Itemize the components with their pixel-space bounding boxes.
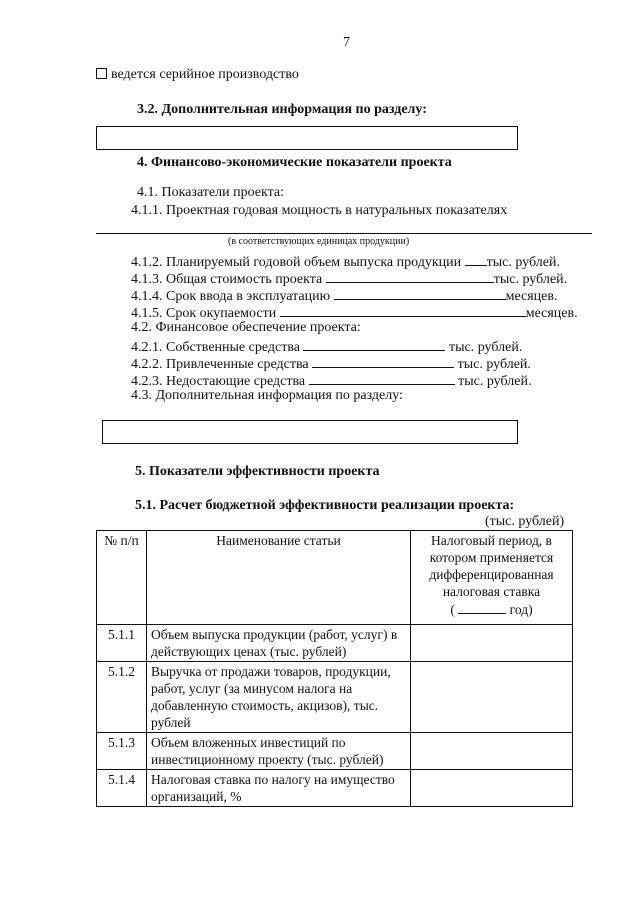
capacity-input-line[interactable] — [96, 233, 592, 234]
header-year-close: год) — [509, 602, 533, 617]
item-4-2-3-label: 4.2.3. Недостающие средства — [131, 374, 306, 389]
row-num: 5.1.2 — [97, 662, 147, 733]
payback-period-input[interactable] — [280, 303, 526, 317]
item-4-1-3-label: 4.1.3. Общая стоимость проекта — [131, 272, 323, 287]
row-value-cell[interactable] — [411, 662, 573, 733]
item-4-1-5-unit: месяцев. — [525, 306, 578, 321]
table-row — [97, 625, 573, 662]
item-4-2-2-unit: тыс. рублей. — [457, 357, 531, 372]
item-4-1-4-unit: месяцев. — [505, 289, 558, 304]
table-row — [97, 770, 573, 807]
table-units: (тыс. рублей) — [485, 514, 565, 529]
section-3-2-title: 3.2. Дополнительная информация по разделу: — [137, 102, 427, 117]
item-4-2-1-unit: тыс. рублей. — [448, 340, 523, 355]
serial-production-option[interactable] — [96, 67, 299, 83]
project-cost-input[interactable] — [326, 269, 494, 283]
row-value-cell[interactable] — [411, 770, 573, 807]
header-num — [97, 531, 147, 625]
tax-year-input[interactable] — [458, 600, 506, 614]
row-name: Объем выпуска продукции (работ, услуг) в действующих ценах (тыс. рублей) — [147, 625, 411, 662]
section-5-1-title: 5.1. Расчет бюджетной эффективности реализации проекта: — [135, 498, 515, 513]
section-4-3-info-box[interactable] — [102, 420, 518, 444]
table-row — [97, 662, 573, 733]
header-year-open: ( — [450, 602, 455, 617]
item-4-2-1-label: 4.2.1. Собственные средства — [131, 340, 300, 355]
item-4-1-5-label: 4.1.5. Срок окупаемости — [131, 306, 277, 321]
row-name: Выручка от продажи товаров, продукции, работ, услуг (за минусом налога на добавленную стоимость, акцизов), тыс. рублей — [147, 662, 411, 733]
commissioning-term-input[interactable] — [334, 286, 506, 300]
row-value-cell[interactable] — [411, 625, 573, 662]
header-period-text: Налоговый период, в котором применяется дифференцированная налоговая ставка — [429, 533, 554, 599]
output-volume-input[interactable] — [465, 252, 487, 266]
table-header-row — [97, 531, 573, 625]
header-name: Наименование статьи — [147, 531, 411, 625]
section-3-2-info-box[interactable] — [96, 126, 518, 150]
item-4-1-1: 4.1.1. Проектная годовая мощность в натуральных показателях — [131, 203, 508, 218]
item-4-1-2-label: 4.1.2. Планируемый годовой объем выпуска продукции — [131, 255, 462, 270]
row-num: 5.1.3 — [97, 733, 147, 770]
item-4-1-3-unit: тыс. рублей. — [493, 272, 568, 287]
missing-funds-input[interactable] — [309, 371, 455, 385]
row-num: 5.1.4 — [97, 770, 147, 807]
serial-production-label: ведется серийное производство — [111, 67, 299, 82]
section-5-title: 5. Показатели эффективности проекта — [135, 464, 380, 479]
units-note: (в соответствующих единицах продукции) — [228, 236, 410, 247]
own-funds-input[interactable] — [303, 337, 445, 351]
header-period — [411, 531, 573, 625]
row-name: Налоговая ставка по налогу на имущество организаций, % — [147, 770, 411, 807]
header-period-year — [415, 600, 568, 618]
item-4-2-3-unit: тыс. рублей. — [458, 374, 532, 389]
row-value-cell[interactable] — [411, 733, 573, 770]
item-4-1: 4.1. Показатели проекта: — [137, 185, 284, 200]
header-num-text: № п/п — [104, 533, 139, 548]
row-name: Объем вложенных инвестиций по инвестиционному проекту (тыс. рублей) — [147, 733, 411, 770]
table-row — [97, 733, 573, 770]
item-4-3: 4.3. Дополнительная информация по разделу: — [131, 388, 403, 403]
item-4-2-2-label: 4.2.2. Привлеченные средства — [131, 357, 309, 372]
borrowed-funds-input[interactable] — [312, 354, 454, 368]
budget-efficiency-table — [96, 530, 573, 807]
page-number: 7 — [343, 35, 350, 50]
row-num: 5.1.1 — [97, 625, 147, 662]
section-4-title: 4. Финансово-экономические показатели проекта — [137, 155, 452, 170]
item-4-1-4-label: 4.1.4. Срок ввода в эксплуатацию — [131, 289, 331, 304]
checkbox-icon[interactable] — [96, 68, 107, 79]
item-4-2: 4.2. Финансовое обеспечение проекта: — [131, 320, 361, 335]
item-4-1-2-unit: тыс. рублей. — [486, 255, 560, 270]
